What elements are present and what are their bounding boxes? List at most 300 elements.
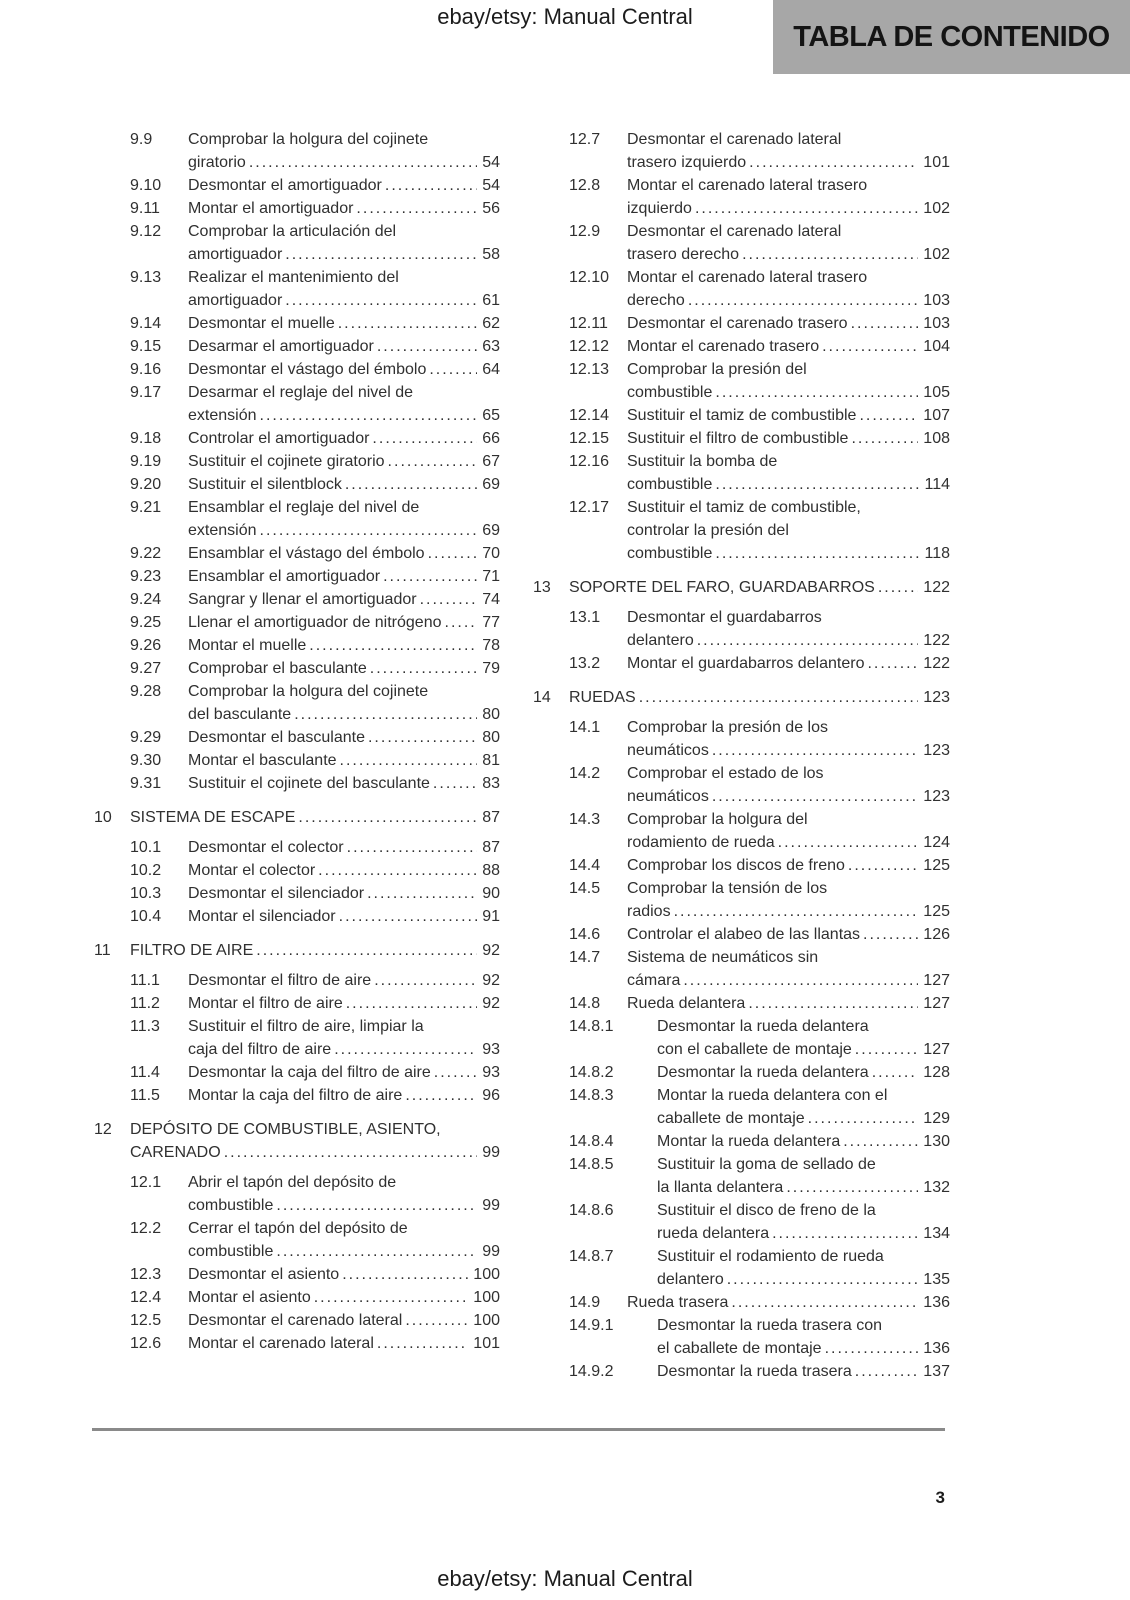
entry-page-number: 93 (482, 1064, 500, 1081)
entry-body (627, 220, 950, 266)
entry-text-line: Desmontar el carenado trasero (627, 315, 848, 332)
dot-leader (855, 1360, 919, 1383)
entry-body (188, 1263, 500, 1286)
toc-entry-12.14 (533, 404, 950, 427)
entry-text-line: rueda delantera (657, 1225, 770, 1242)
entry-body (657, 1360, 950, 1383)
entry-number: 9.14 (130, 315, 162, 332)
entry-number: 9.21 (130, 499, 162, 516)
entry-text-line: Abrir el tapón del depósito de (188, 1174, 397, 1191)
toc-entry-9.31 (94, 772, 500, 795)
toc-entry-12.7 (533, 128, 950, 174)
entry-body (188, 542, 500, 565)
toc-entry-14.8.6 (533, 1199, 950, 1245)
entry-body (188, 220, 500, 266)
entry-page-number: 134 (923, 1225, 950, 1242)
entry-page-number: 67 (482, 453, 500, 470)
entry-body (130, 939, 500, 962)
entry-page-number: 123 (923, 689, 950, 706)
entry-body (627, 404, 950, 427)
entry-body (188, 1286, 500, 1309)
dot-leader (695, 197, 918, 220)
entry-page-number: 99 (482, 1243, 500, 1260)
entry-page-number: 69 (482, 476, 500, 493)
entry-body (627, 808, 950, 854)
entry-number: 14.8.3 (569, 1087, 614, 1104)
toc-entry-12.11 (533, 312, 950, 335)
entry-page-number: 101 (473, 1335, 500, 1352)
entry-number: 14.8.5 (569, 1156, 614, 1173)
entry-text-line: Comprobar el basculante (188, 660, 367, 677)
toc-entry-12.6 (94, 1332, 500, 1355)
entry-page-number: 65 (482, 407, 500, 424)
dot-leader (748, 992, 918, 1015)
entry-text-line: Montar el colector (188, 862, 316, 879)
entry-body (188, 1332, 500, 1355)
entry-body (657, 1130, 950, 1153)
entry-body (188, 266, 500, 312)
entry-text-line: Sustituir la goma de sellado de (657, 1156, 876, 1173)
entry-body (627, 128, 950, 174)
footer-divider (92, 1428, 945, 1431)
entry-number: 9.26 (130, 637, 162, 654)
entry-body (188, 836, 500, 859)
entry-body (188, 473, 500, 496)
entry-body (188, 1171, 500, 1217)
entry-body (657, 1084, 950, 1130)
dot-leader (848, 854, 918, 877)
toc-entry-13 (533, 576, 950, 599)
dot-leader (712, 785, 918, 808)
toc-column-left (94, 128, 500, 1383)
toc-entry-14.8.4 (533, 1130, 950, 1153)
entry-page-number: 107 (923, 407, 950, 424)
entry-text-line: SISTEMA DE ESCAPE (130, 809, 296, 826)
entry-body (188, 969, 500, 992)
entry-page-number: 126 (923, 926, 950, 943)
entry-page-number: 102 (923, 200, 950, 217)
toc-entry-14.1 (533, 716, 950, 762)
toc-entry-9.16 (94, 358, 500, 381)
entry-body (569, 686, 950, 709)
entry-body (188, 859, 500, 882)
entry-page-number: 125 (923, 903, 950, 920)
dot-leader (822, 335, 918, 358)
dot-leader (370, 657, 477, 680)
entry-text-line: trasero derecho (627, 246, 740, 263)
entry-page-number: 99 (482, 1197, 500, 1214)
toc-entry-10.3 (94, 882, 500, 905)
entry-text-line: Desmontar la rueda trasera (657, 1363, 852, 1380)
entry-number: 12.10 (569, 269, 610, 286)
toc-entry-10 (94, 806, 500, 829)
dot-leader (727, 1268, 919, 1291)
entry-text-line: Montar el carenado lateral trasero (627, 177, 868, 194)
entry-page-number: 83 (482, 775, 500, 792)
entry-body (627, 312, 950, 335)
entry-text-line: Montar el asiento (188, 1289, 311, 1306)
entry-number: 14.3 (569, 811, 601, 828)
dot-leader (260, 519, 478, 542)
entry-text-line: combustible (188, 1243, 274, 1260)
toc-entry-12.17 (533, 496, 950, 565)
entry-body (627, 854, 950, 877)
toc-entry-10.2 (94, 859, 500, 882)
entry-text-line: Montar el filtro de aire (188, 995, 343, 1012)
entry-number: 10.4 (130, 908, 162, 925)
entry-body (627, 266, 950, 312)
dot-leader (385, 174, 477, 197)
entry-page-number: 125 (923, 857, 950, 874)
entry-text-line: combustible (627, 545, 713, 562)
entry-body (188, 565, 500, 588)
dot-leader (294, 703, 477, 726)
dot-leader (683, 969, 918, 992)
entry-number: 14.9.1 (569, 1317, 614, 1334)
entry-page-number: 122 (923, 632, 950, 649)
entry-text-line: la llanta delantera (657, 1179, 784, 1196)
entry-number: 14.4 (569, 857, 601, 874)
toc-entry-11 (94, 939, 500, 962)
entry-body (657, 1153, 950, 1199)
entry-text-line: izquierdo (627, 200, 692, 217)
entry-number: 9.22 (130, 545, 162, 562)
entry-page-number: 127 (923, 1041, 950, 1058)
toc-entry-12.16 (533, 450, 950, 496)
toc-entry-11.2 (94, 992, 500, 1015)
entry-number: 11.1 (130, 972, 160, 989)
entry-number: 10.1 (130, 839, 162, 856)
toc-entry-14.8.1 (533, 1015, 950, 1061)
page-title: TABLA DE CONTENIDO (793, 20, 1110, 53)
dot-leader (298, 806, 477, 829)
entry-page-number: 100 (473, 1266, 500, 1283)
entry-number: 12.1 (130, 1174, 162, 1191)
toc-entry-9.22 (94, 542, 500, 565)
dot-leader (342, 1263, 468, 1286)
entry-page-number: 99 (482, 1144, 500, 1161)
dot-leader (859, 404, 918, 427)
toc-entry-12.5 (94, 1309, 500, 1332)
entry-page-number: 74 (482, 591, 500, 608)
entry-text-line: Desmontar el carenado lateral (188, 1312, 403, 1329)
entry-text-line: Montar el muelle (188, 637, 307, 654)
toc-entry-14.7 (533, 946, 950, 992)
dot-leader (445, 611, 478, 634)
entry-body (188, 174, 500, 197)
entry-text-line: Comprobar la articulación del (188, 223, 397, 240)
entry-text-line: Desmontar la rueda delantera (657, 1018, 869, 1035)
entry-body (627, 1291, 950, 1314)
entry-body (188, 496, 500, 542)
entry-text-line: Desmontar el guardabarros (627, 609, 822, 626)
entry-page-number: 78 (482, 637, 500, 654)
toc-entry-9.23 (94, 565, 500, 588)
entry-page-number: 71 (482, 568, 500, 585)
entry-text-line: extensión (188, 407, 257, 424)
entry-page-number: 100 (473, 1289, 500, 1306)
toc-entry-9.19 (94, 450, 500, 473)
entry-number: 10 (94, 809, 112, 826)
entry-text-line: Rueda trasera (627, 1294, 729, 1311)
dot-leader (285, 289, 477, 312)
dot-leader (340, 749, 478, 772)
entry-page-number: 137 (923, 1363, 950, 1380)
entry-body (627, 652, 950, 675)
entry-number: 13 (533, 579, 551, 596)
entry-page-number: 90 (482, 885, 500, 902)
dot-leader (388, 450, 478, 473)
entry-number: 12.16 (569, 453, 610, 470)
top-watermark: ebay/etsy: Manual Central (437, 4, 693, 29)
entry-body (188, 680, 500, 726)
entry-text-line: Sangrar y llenar el amortiguador (188, 591, 417, 608)
entry-number: 14.5 (569, 880, 601, 897)
entry-body (657, 1061, 950, 1084)
entry-number: 10.3 (130, 885, 162, 902)
entry-page-number: 132 (923, 1179, 950, 1196)
toc-entry-9.25 (94, 611, 500, 634)
entry-body (188, 1309, 500, 1332)
toc-entry-14.8.2 (533, 1061, 950, 1084)
dot-leader (346, 992, 477, 1015)
entry-text-line: neumáticos (627, 742, 709, 759)
entry-text-line: RUEDAS (569, 689, 636, 706)
entry-number: 9.30 (130, 752, 162, 769)
entry-body (188, 128, 500, 174)
dot-leader (772, 1222, 918, 1245)
entry-page-number: 54 (482, 154, 500, 171)
toc-entry-9.29 (94, 726, 500, 749)
entry-page-number: 54 (482, 177, 500, 194)
dot-leader (405, 1309, 468, 1332)
entry-body (188, 1061, 500, 1084)
entry-text-line: Comprobar el estado de los (627, 765, 824, 782)
entry-text-line: Montar la rueda delantera (657, 1133, 841, 1150)
entry-body (627, 762, 950, 808)
entry-number: 9.12 (130, 223, 162, 240)
toc-entry-10.1 (94, 836, 500, 859)
entry-page-number: 64 (482, 361, 500, 378)
entry-text-line: Sustituir el filtro de aire, limpiar la (188, 1018, 424, 1035)
entry-body (657, 1314, 950, 1360)
dot-leader (367, 882, 477, 905)
toc-entry-12.3 (94, 1263, 500, 1286)
dot-leader (374, 969, 477, 992)
entry-page-number: 88 (482, 862, 500, 879)
entry-text-line: Sustituir el rodamiento de rueda (657, 1248, 884, 1265)
entry-text-line: Ensamblar el reglaje del nivel de (188, 499, 420, 516)
entry-text-line: Desmontar el silenciador (188, 885, 365, 902)
entry-number: 14.8 (569, 995, 601, 1012)
entry-body (188, 905, 500, 928)
entry-page-number: 130 (923, 1133, 950, 1150)
entry-text-line: Llenar el amortiguador de nitrógeno (188, 614, 442, 631)
entry-page-number: 118 (924, 545, 950, 562)
bottom-watermark: ebay/etsy: Manual Central (437, 1566, 693, 1591)
entry-page-number: 92 (482, 995, 500, 1012)
entry-text-line: Sistema de neumáticos sin (627, 949, 819, 966)
dot-leader (285, 243, 477, 266)
entry-text-line: combustible (188, 1197, 274, 1214)
entry-body (657, 1245, 950, 1291)
entry-number: 11.2 (130, 995, 160, 1012)
entry-text-line: trasero izquierdo (627, 154, 747, 171)
toc-entry-14.9.2 (533, 1360, 950, 1383)
dot-leader (249, 151, 477, 174)
entry-text-line: extensión (188, 522, 257, 539)
entry-text-line: Desmontar el vástago del émbolo (188, 361, 427, 378)
entry-text-line: Ensamblar el vástago del émbolo (188, 545, 425, 562)
entry-text-line: Desmontar el amortiguador (188, 177, 382, 194)
entry-body (627, 716, 950, 762)
entry-number: 9.24 (130, 591, 162, 608)
entry-number: 9.10 (130, 177, 162, 194)
dot-leader (372, 427, 477, 450)
dot-leader (639, 686, 919, 709)
dot-leader (224, 1141, 478, 1164)
toc-entry-12.4 (94, 1286, 500, 1309)
entry-page-number: 105 (923, 384, 950, 401)
entry-body (627, 992, 950, 1015)
entry-page-number: 81 (482, 752, 500, 769)
entry-body (188, 1084, 500, 1107)
entry-page-number: 77 (482, 614, 500, 631)
entry-number: 14.1 (569, 719, 601, 736)
entry-text-line: Montar el guardabarros delantero (627, 655, 865, 672)
entry-number: 9.29 (130, 729, 162, 746)
entry-number: 9.23 (130, 568, 162, 585)
toc-column-right (533, 128, 950, 1383)
entry-number: 14.8.2 (569, 1064, 614, 1081)
dot-leader (314, 1286, 469, 1309)
dot-leader (786, 1176, 918, 1199)
toc-entry-9.18 (94, 427, 500, 450)
dot-leader (863, 923, 918, 946)
dot-leader (368, 726, 477, 749)
dot-leader (872, 1061, 919, 1084)
entry-text-line: Desmontar el muelle (188, 315, 335, 332)
toc-entry-14.8 (533, 992, 950, 1015)
entry-body (188, 1015, 500, 1061)
entry-page-number: 70 (482, 545, 500, 562)
entry-page-number: 56 (482, 200, 500, 217)
entry-body (657, 1199, 950, 1245)
dot-leader (731, 1291, 918, 1314)
entry-body (627, 946, 950, 992)
dot-leader (712, 739, 918, 762)
toc-entry-12.9 (533, 220, 950, 266)
entry-number: 12.5 (130, 1312, 162, 1329)
toc-entry-9.15 (94, 335, 500, 358)
entry-page-number: 96 (482, 1087, 500, 1104)
toc-entry-14.3 (533, 808, 950, 854)
dot-leader (383, 565, 477, 588)
entry-page-number: 104 (923, 338, 950, 355)
toc-entry-12.15 (533, 427, 950, 450)
entry-text-line: Montar el basculante (188, 752, 337, 769)
entry-text-line: Sustituir el silentblock (188, 476, 342, 493)
entry-text-line: Desmontar el basculante (188, 729, 365, 746)
entry-text-line: Montar el silenciador (188, 908, 336, 925)
entry-number: 11 (94, 942, 111, 959)
toc-entry-9.12 (94, 220, 500, 266)
entry-page-number: 135 (923, 1271, 950, 1288)
entry-body (569, 576, 950, 599)
toc-entry-9.21 (94, 496, 500, 542)
dot-leader (345, 473, 477, 496)
entry-text-line: Comprobar la presión del (627, 361, 807, 378)
entry-body (188, 450, 500, 473)
dot-leader (405, 1084, 477, 1107)
dot-leader (697, 629, 919, 652)
dot-leader (715, 542, 919, 565)
entry-body (627, 450, 950, 496)
entry-text-line: Desmontar el asiento (188, 1266, 340, 1283)
entry-text-line: Cerrar el tapón del depósito de (188, 1220, 408, 1237)
entry-body (188, 749, 500, 772)
entry-page-number: 87 (482, 809, 500, 826)
dot-leader (878, 576, 918, 599)
entry-body (627, 606, 950, 652)
entry-body (627, 923, 950, 946)
toc-entry-9.28 (94, 680, 500, 726)
entry-body (657, 1015, 950, 1061)
entry-text-line: Controlar el amortiguador (188, 430, 370, 447)
dot-leader (420, 588, 478, 611)
entry-number: 9.28 (130, 683, 162, 700)
entry-body (130, 1118, 500, 1164)
entry-number: 11.4 (130, 1064, 160, 1081)
entry-text-line: radios (627, 903, 671, 920)
dot-leader (428, 542, 478, 565)
entry-number: 14.9 (569, 1294, 601, 1311)
toc-entry-11.1 (94, 969, 500, 992)
entry-page-number: 127 (923, 995, 950, 1012)
entry-page-number: 58 (482, 246, 500, 263)
entry-text-line: Comprobar la holgura del cojinete (188, 131, 429, 148)
entry-page-number: 124 (923, 834, 950, 851)
toc-entry-9.14 (94, 312, 500, 335)
toc-entry-12 (94, 1118, 500, 1164)
entry-number: 12.13 (569, 361, 610, 378)
dot-leader (276, 1194, 477, 1217)
entry-text-line: CARENADO (130, 1144, 221, 1161)
entry-body (188, 634, 500, 657)
entry-text-line: Montar el carenado lateral trasero (627, 269, 868, 286)
entry-body (627, 174, 950, 220)
entry-body (188, 335, 500, 358)
entry-text-line: cámara (627, 972, 681, 989)
dot-leader (715, 381, 918, 404)
entry-page-number: 92 (482, 972, 500, 989)
toc-entry-12.12 (533, 335, 950, 358)
entry-body (188, 772, 500, 795)
entry-page-number: 92 (482, 942, 500, 959)
title-box (773, 0, 1130, 74)
dot-leader (433, 772, 477, 795)
entry-text-line: Montar la rueda delantera con el (657, 1087, 888, 1104)
entry-body (627, 358, 950, 404)
entry-number: 9.25 (130, 614, 162, 631)
entry-page-number: 129 (923, 1110, 950, 1127)
entry-text-line: con el caballete de montaje (657, 1041, 852, 1058)
entry-text-line: controlar la presión del (627, 522, 789, 539)
entry-text-line: Montar el carenado trasero (627, 338, 820, 355)
entry-text-line: Realizar el mantenimiento del (188, 269, 399, 286)
entry-text-line: delantero (627, 632, 694, 649)
entry-text-line: Sustituir el cojinete giratorio (188, 453, 385, 470)
